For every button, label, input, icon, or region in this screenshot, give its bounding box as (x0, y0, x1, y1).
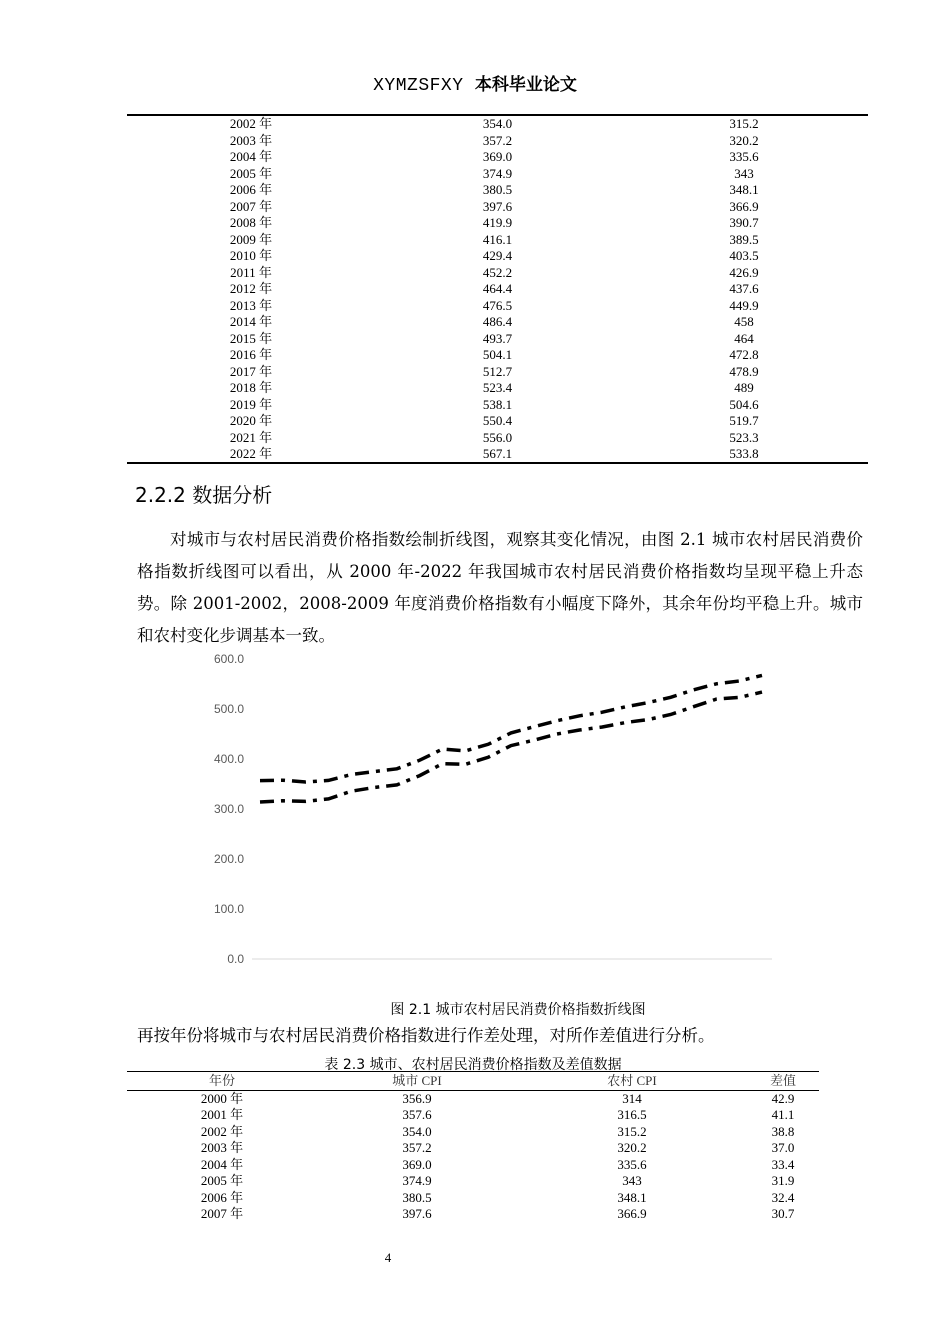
table-cell: 2011 年 (230, 264, 272, 280)
table-row (127, 298, 868, 315)
table-row (127, 1173, 819, 1190)
table-cell: 533.8 (729, 446, 759, 461)
table-cell: 519.7 (729, 413, 759, 428)
table-cell: 366.9 (729, 198, 759, 214)
table-cell: 2010 年 (229, 248, 273, 263)
analysis-paragraph: 对城市与农村居民消费价格指数绘制折线图，观察其变化情况，由图 2.1 城市农村居民消费价格指数折线图可以看出，从 2000 年-2022 年我国城市农村居民消费价格指数均呈现平稳上升态势。除 2001-2002，2008-2009 年度消费价格指数有小幅度下降外，其余年份均平稳上升。城市和农村变化步调基本一致。 (137, 530, 863, 645)
table-row (127, 199, 868, 216)
table-cell: 2006 年 (200, 1189, 244, 1205)
table-cell: 449.9 (729, 297, 759, 313)
section-heading: 2.2.2 数据分析 (135, 483, 273, 507)
table-cell: 489 (734, 380, 754, 395)
table1-bottom-rule (127, 462, 868, 464)
table-cell: 512.7 (482, 363, 513, 379)
table-row (127, 133, 868, 150)
table-cell: 38.8 (771, 1123, 795, 1139)
table-cell: 2013 年 (229, 297, 273, 313)
table-row (127, 397, 868, 414)
table-cell: 2012 年 (229, 281, 273, 296)
cpi-difference-table (127, 1073, 819, 1223)
table-cell: 523.4 (482, 380, 513, 395)
table-cell: 315.2 (729, 116, 759, 131)
difference-paragraph: 再按年份将城市与农村居民消费价格指数进行作差处理，对所作差值进行分析。 (137, 1026, 715, 1045)
table-cell: 2005 年 (229, 165, 273, 181)
table-cell: 2005 年 (200, 1173, 244, 1188)
table-cell: 357.2 (482, 132, 513, 148)
table-cell: 37.0 (771, 1140, 795, 1155)
header-title: 本科毕业论文 (474, 75, 577, 95)
y-tick-label: 600.0 (213, 652, 244, 666)
table-cell: 2014 年 (229, 314, 273, 329)
table-row (127, 380, 868, 397)
y-tick-label: 200.0 (213, 852, 244, 866)
table-cell: 567.1 (482, 446, 513, 461)
table-cell: 30.7 (771, 1206, 795, 1221)
header-latin: XYMZSFXY (373, 76, 464, 96)
table-cell: 316.5 (617, 1107, 647, 1122)
table-cell: 314 (622, 1090, 642, 1106)
y-axis-ticks (214, 652, 244, 966)
table-cell: 315.2 (617, 1123, 647, 1139)
table-cell: 390.7 (729, 215, 759, 230)
cpi-line-chart (200, 645, 800, 975)
table-row (127, 1124, 819, 1141)
table-cell: 397.6 (482, 198, 513, 214)
table-cell: 2004 年 (229, 149, 273, 164)
table-row (127, 1107, 819, 1124)
table-cell: 354.0 (402, 1123, 432, 1139)
table-cell: 2001 年 (200, 1107, 244, 1122)
series-line-urban (260, 675, 762, 782)
table-cell: 476.5 (482, 297, 513, 313)
col-header-rural: 农村 CPI (517, 1073, 747, 1090)
table-cell: 452.2 (482, 264, 513, 280)
table-cell: 472.8 (729, 347, 759, 362)
series-line-rural (260, 692, 762, 802)
table-cell: 356.9 (402, 1090, 432, 1106)
table-row (127, 265, 868, 282)
table-cell: 343 (622, 1173, 642, 1188)
page-header (0, 70, 950, 96)
col-header-year: 年份 (127, 1073, 317, 1090)
y-tick-label: 400.0 (213, 752, 244, 766)
table-row (127, 1157, 819, 1174)
table-cell: 366.9 (617, 1206, 647, 1221)
table-row (127, 1206, 819, 1223)
table-cell: 2022 年 (229, 446, 273, 461)
table-cell: 426.9 (729, 264, 759, 280)
table-caption: 表 2.3 城市、农村居民消费价格指数及差值数据 (324, 1057, 622, 1073)
table-cell: 2000 年 (200, 1090, 244, 1106)
table-cell: 464 (734, 330, 754, 346)
table-cell: 478.9 (729, 363, 759, 379)
table-cell: 2006 年 (229, 182, 273, 197)
table-cell: 2003 年 (229, 132, 273, 148)
cpi-table-continued (127, 116, 868, 463)
table-row (127, 149, 868, 166)
table-cell: 2016 年 (229, 347, 273, 362)
table-row (127, 413, 868, 430)
table-cell: 354.0 (482, 116, 513, 131)
table-cell: 33.4 (771, 1156, 795, 1172)
table-cell: 348.1 (617, 1189, 647, 1205)
table-cell: 2020 年 (229, 413, 273, 428)
table-cell: 403.5 (729, 248, 759, 263)
table-cell: 504.1 (482, 347, 513, 362)
table-cell: 429.4 (482, 248, 513, 263)
table-cell: 2002 年 (229, 116, 273, 131)
table-row (127, 1090, 819, 1107)
y-tick-label: 500.0 (213, 702, 244, 716)
page-number: 4 (384, 1250, 392, 1265)
table-cell: 416.1 (482, 231, 513, 247)
figure-caption: 图 2.1 城市农村居民消费价格指数折线图 (390, 1002, 646, 1018)
col-header-diff: 差值 (747, 1073, 819, 1090)
col-header-urban: 城市 CPI (317, 1073, 517, 1090)
table-row (127, 1190, 819, 1207)
table-cell: 31.9 (771, 1173, 795, 1188)
table-cell: 538.1 (482, 396, 513, 412)
table-row (127, 116, 868, 133)
chart-series (260, 675, 762, 802)
table-cell: 556.0 (482, 429, 513, 445)
table-cell: 357.2 (402, 1140, 432, 1155)
table-row (127, 215, 868, 232)
table-cell: 335.6 (617, 1156, 647, 1172)
table-cell: 357.6 (402, 1107, 432, 1122)
table-cell: 2004 年 (200, 1156, 244, 1172)
table-cell: 380.5 (482, 182, 513, 197)
table2-top-rule (127, 1071, 819, 1072)
table-cell: 369.0 (482, 149, 513, 164)
table-cell: 42.9 (771, 1090, 795, 1106)
table-cell: 380.5 (402, 1189, 432, 1205)
table-cell: 369.0 (402, 1156, 432, 1172)
table-row (127, 248, 868, 265)
table-cell: 2017 年 (229, 363, 273, 379)
table-cell: 523.3 (729, 429, 759, 445)
table-cell: 2003 年 (200, 1140, 244, 1155)
table-cell: 464.4 (482, 281, 513, 296)
table-cell: 389.5 (729, 231, 759, 247)
table-cell: 458 (734, 314, 754, 329)
table-row (127, 166, 868, 183)
table-cell: 2007 年 (229, 198, 273, 214)
table-cell: 2002 年 (200, 1123, 244, 1139)
table-cell: 41.1 (771, 1107, 795, 1122)
table-header-row (127, 1073, 819, 1090)
table-cell: 419.9 (482, 215, 513, 230)
y-tick-label: 300.0 (213, 802, 244, 816)
table-cell: 493.7 (482, 330, 513, 346)
table-cell: 2009 年 (229, 231, 273, 247)
table-cell: 486.4 (482, 314, 513, 329)
table-row (127, 232, 868, 249)
table-cell: 397.6 (402, 1206, 432, 1221)
y-tick-label: 100.0 (213, 902, 244, 916)
table-cell: 343 (734, 165, 754, 181)
table-row (127, 182, 868, 199)
table-row (127, 430, 868, 447)
table-cell: 374.9 (482, 165, 513, 181)
table-cell: 374.9 (402, 1173, 432, 1188)
table-cell: 504.6 (729, 396, 759, 412)
table-cell: 550.4 (482, 413, 513, 428)
table-cell: 32.4 (771, 1189, 795, 1205)
table-row (127, 364, 868, 381)
table-cell: 2015 年 (229, 330, 273, 346)
table-row (127, 347, 868, 364)
y-tick-label: 0.0 (227, 952, 244, 966)
table-cell: 320.2 (729, 132, 759, 148)
table-cell: 335.6 (729, 149, 759, 164)
table-cell: 437.6 (729, 281, 759, 296)
table-row (127, 331, 868, 348)
table-cell: 348.1 (729, 182, 759, 197)
table-cell: 2018 年 (229, 380, 273, 395)
table-row (127, 314, 868, 331)
table-cell: 2008 年 (229, 215, 273, 230)
table-row (127, 1140, 819, 1157)
table-cell: 2019 年 (229, 396, 273, 412)
table-row (127, 446, 868, 463)
table-cell: 2007 年 (200, 1206, 244, 1221)
table-cell: 2021 年 (229, 429, 273, 445)
table-cell: 320.2 (617, 1140, 647, 1155)
table-row (127, 281, 868, 298)
